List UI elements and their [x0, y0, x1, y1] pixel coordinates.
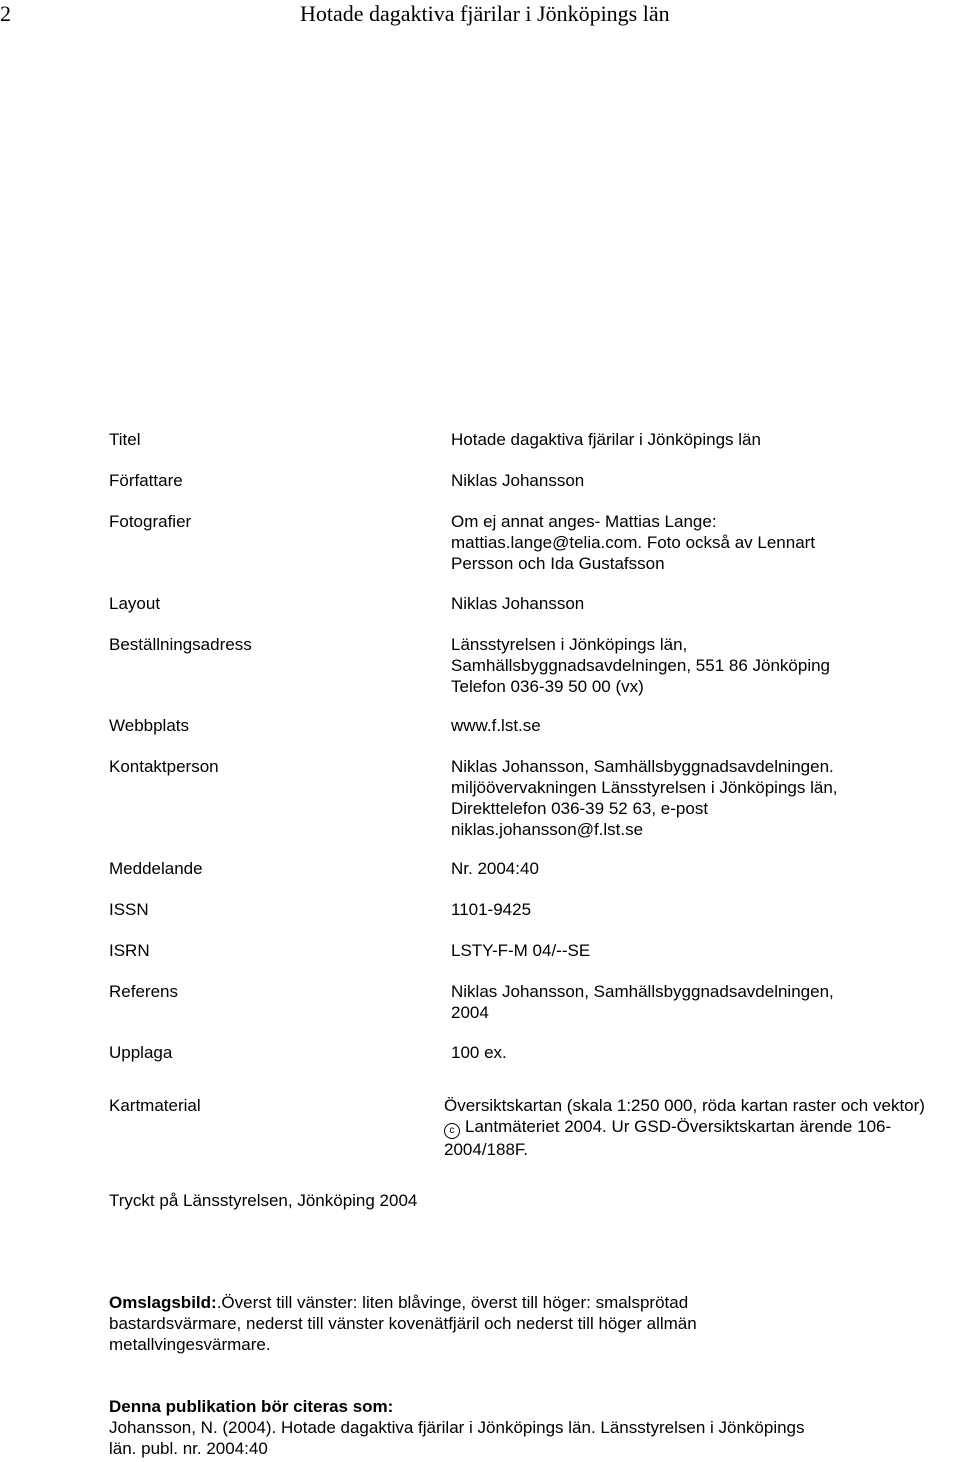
label-isrn: ISRN: [109, 941, 150, 960]
address-line: Länsstyrelsen i Jönköpings län,: [451, 635, 688, 654]
value-referens: [451, 981, 834, 1023]
contact-line: niklas.johansson@f.lst.se: [451, 820, 644, 839]
cover-line: bastardsvärmare, nederst till vänster kovenätfjäril och nederst till höger allmän: [109, 1314, 697, 1333]
value-kontaktperson: [451, 756, 838, 840]
page-number: 2: [0, 1, 11, 26]
value-bestallningsadress: [451, 634, 830, 697]
running-title: Hotade dagaktiva fjärilar i Jönköpings län: [300, 1, 670, 26]
fotografier-line: Persson och Ida Gustafsson: [451, 554, 665, 573]
contact-line: Direkttelefon 036-39 52 63, e-post: [451, 799, 709, 818]
value-webbplats: www.f.lst.se: [451, 716, 541, 735]
label-upplaga: Upplaga: [109, 1043, 173, 1062]
referens-line: Niklas Johansson, Samhällsbyggnadsavdelningen,: [451, 982, 834, 1001]
kart-line: [444, 1116, 925, 1139]
referens-line: 2004: [451, 1003, 489, 1022]
value-titel: Hotade dagaktiva fjärilar i Jönköpings län: [451, 430, 761, 449]
value-layout: Niklas Johansson: [451, 594, 585, 613]
kart-line-text: Lantmäteriet 2004. Ur GSD-Översiktskartan ärende 106-: [465, 1117, 892, 1136]
label-titel: Titel: [109, 430, 141, 449]
contact-line: Niklas Johansson, Samhällsbyggnadsavdelningen.: [451, 757, 834, 776]
label-bestallningsadress: Beställningsadress: [109, 635, 252, 654]
label-forfattare: Författare: [109, 471, 183, 490]
value-fotografier: [451, 511, 815, 574]
cover-line: [109, 1292, 697, 1313]
citation-line: Johansson, N. (2004). Hotade dagaktiva fjärilar i Jönköpings län. Länsstyrelsen i Jönköpings: [109, 1418, 805, 1437]
citation-line: län. publ. nr. 2004:40: [109, 1439, 268, 1458]
fotografier-line: Om ej annat anges- Mattias Lange:: [451, 512, 717, 531]
label-kartmaterial: Kartmaterial: [109, 1096, 201, 1115]
print-note: Tryckt på Länsstyrelsen, Jönköping 2004: [109, 1191, 418, 1210]
value-upplaga: 100 ex.: [451, 1043, 507, 1062]
fotografier-line: mattias.lange@telia.com. Foto också av Lennart: [451, 533, 816, 552]
cover-line: metallvingesvärmare.: [109, 1335, 271, 1354]
value-meddelande: Nr. 2004:40: [451, 859, 539, 878]
value-forfattare: Niklas Johansson: [451, 471, 585, 490]
label-referens: Referens: [109, 982, 178, 1001]
label-fotografier: Fotografier: [109, 512, 192, 531]
contact-line: miljöövervakningen Länsstyrelsen i Jönköpings län,: [451, 778, 838, 797]
citation-heading: Denna publikation bör citeras som:: [109, 1397, 394, 1416]
cover-line-text: .Överst till vänster: liten blåvinge, överst till höger: smalsprötad: [216, 1293, 689, 1312]
label-webbplats: Webbplats: [109, 716, 190, 735]
copyright-icon: c: [444, 1123, 460, 1139]
address-line: Samhällsbyggnadsavdelningen, 551 86 Jönköping: [451, 656, 831, 675]
value-issn: 1101-9425: [451, 900, 532, 919]
label-kontaktperson: Kontaktperson: [109, 757, 219, 776]
address-line: Telefon 036-39 50 00 (vx): [451, 677, 644, 696]
cover-label: Omslagsbild:: [109, 1293, 217, 1312]
label-meddelande: Meddelande: [109, 859, 203, 878]
cover-caption: [109, 1292, 697, 1355]
value-kartmaterial: [444, 1095, 925, 1160]
citation: [109, 1396, 805, 1459]
label-layout: Layout: [109, 594, 161, 613]
kart-line: 2004/188F.: [444, 1140, 529, 1159]
label-issn: ISSN: [109, 900, 149, 919]
kart-line: Översiktskartan (skala 1:250 000, röda kartan raster och vektor): [444, 1096, 925, 1115]
value-isrn: LSTY-F-M 04/--SE: [451, 941, 591, 960]
